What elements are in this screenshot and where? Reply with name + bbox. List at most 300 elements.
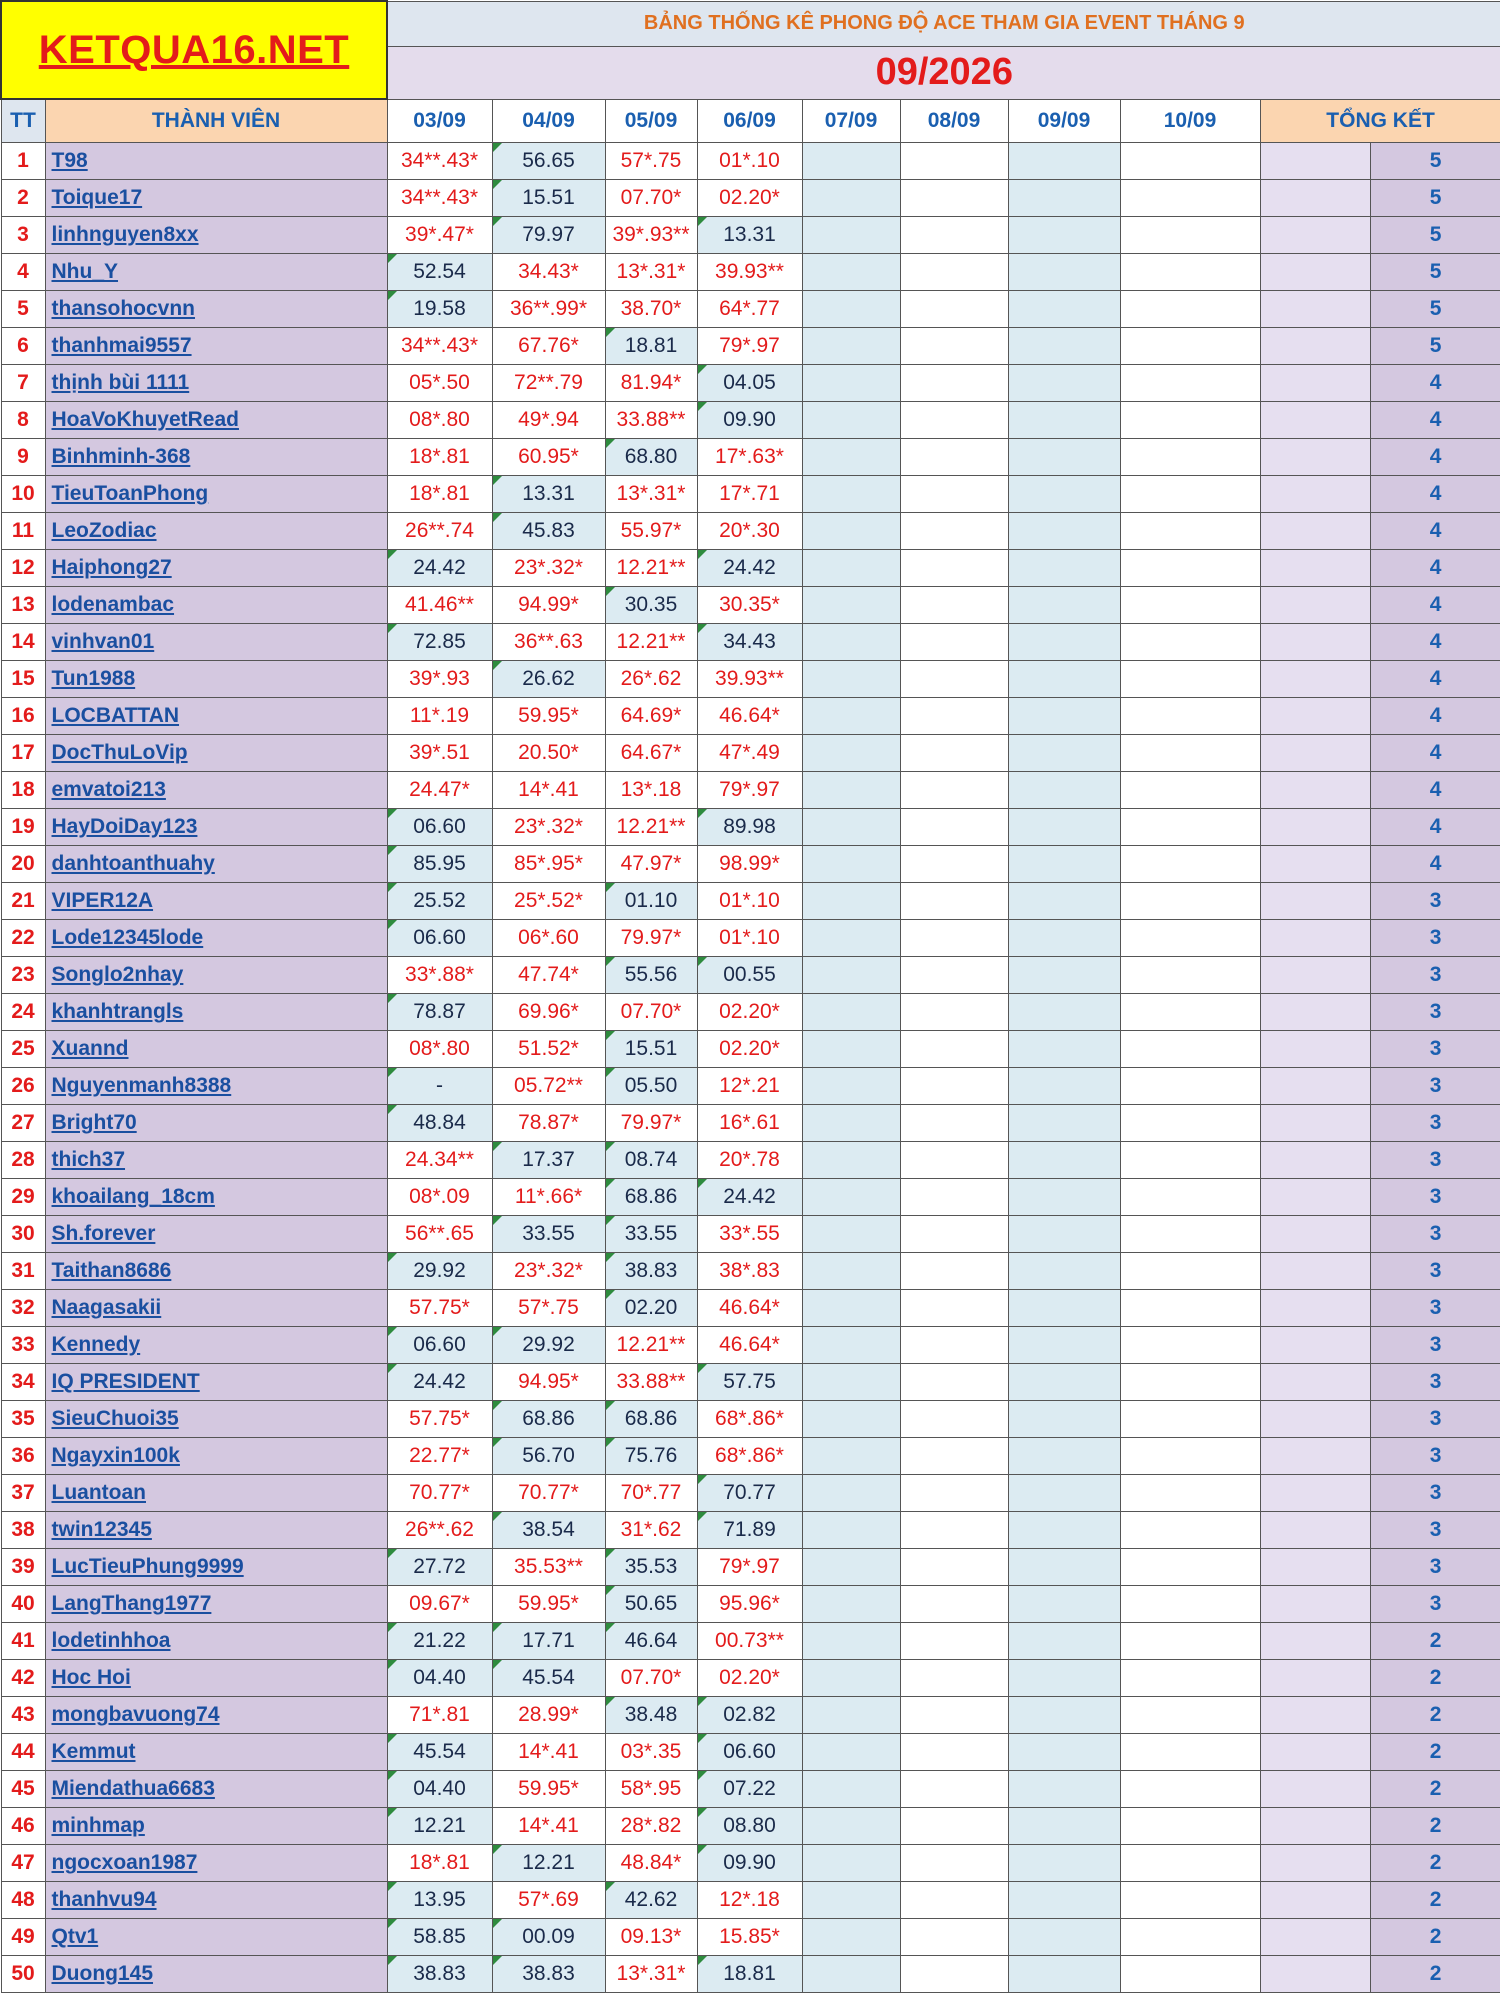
member-name-link[interactable] — [45, 1512, 387, 1549]
member-name[interactable]: Tun1988 — [51, 667, 136, 690]
member-name-link[interactable] — [45, 846, 387, 883]
table-row — [1, 402, 1500, 439]
member-name-link[interactable] — [45, 957, 387, 994]
total-count: 5 — [1370, 291, 1500, 328]
result-cell: 19.58 — [387, 291, 492, 328]
result-cell: 39.93** — [697, 661, 802, 698]
empty-cell — [900, 1290, 1008, 1327]
member-name-link[interactable] — [45, 1549, 387, 1586]
member-name-link[interactable] — [45, 1216, 387, 1253]
member-name-link[interactable] — [45, 1808, 387, 1845]
total-count: 3 — [1370, 920, 1500, 957]
member-name[interactable]: Qtv1 — [51, 1925, 99, 1948]
member-name-link[interactable] — [45, 1660, 387, 1697]
member-name-link[interactable] — [45, 1401, 387, 1438]
result-cell: 13.31 — [492, 476, 605, 513]
member-name[interactable]: ngocxoan1987 — [51, 1851, 198, 1874]
empty-cell — [802, 217, 900, 254]
member-name[interactable]: LeoZodiac — [51, 519, 157, 542]
empty-cell — [802, 809, 900, 846]
result-cell: 38.48 — [605, 1697, 697, 1734]
empty-cell — [1120, 180, 1260, 217]
total-count: 3 — [1370, 1549, 1500, 1586]
empty-cell — [802, 1142, 900, 1179]
empty-cell — [900, 661, 1008, 698]
result-cell: 79.97* — [605, 1105, 697, 1142]
result-cell: 38.83 — [492, 1956, 605, 1993]
empty-cell — [1120, 1253, 1260, 1290]
result-cell: 68.86 — [492, 1401, 605, 1438]
member-name-link[interactable] — [45, 809, 387, 846]
total-spacer — [1260, 1105, 1370, 1142]
member-name-link[interactable] — [45, 254, 387, 291]
member-name[interactable]: Lode12345lode — [51, 926, 204, 949]
result-cell: 11*.19 — [387, 698, 492, 735]
member-name[interactable]: DocThuLoVip — [51, 741, 188, 764]
member-name-link[interactable] — [45, 624, 387, 661]
empty-cell — [1120, 513, 1260, 550]
member-name[interactable]: LucTieuPhung9999 — [51, 1555, 244, 1578]
row-number: 32 — [1, 1290, 45, 1327]
empty-cell — [802, 1327, 900, 1364]
empty-cell — [900, 920, 1008, 957]
result-cell: 48.84 — [387, 1105, 492, 1142]
empty-cell — [802, 1623, 900, 1660]
empty-cell — [900, 439, 1008, 476]
empty-cell — [900, 1031, 1008, 1068]
result-cell: 29.92 — [387, 1253, 492, 1290]
empty-cell — [802, 920, 900, 957]
result-cell: 57*.75 — [492, 1290, 605, 1327]
total-spacer — [1260, 624, 1370, 661]
total-spacer — [1260, 1364, 1370, 1401]
result-cell: 46.64* — [697, 698, 802, 735]
table-row — [1, 1956, 1500, 1993]
table-row — [1, 1549, 1500, 1586]
member-name[interactable]: HoaVoKhuyetRead — [51, 408, 239, 431]
empty-cell — [1008, 809, 1120, 846]
result-cell: 06.60 — [387, 809, 492, 846]
member-name[interactable]: vinhvan01 — [51, 630, 155, 653]
member-name-link[interactable] — [45, 550, 387, 587]
member-name[interactable]: Luantoan — [51, 1481, 146, 1504]
empty-cell — [1008, 1956, 1120, 1993]
member-name[interactable]: Binhminh-368 — [51, 445, 191, 468]
total-spacer — [1260, 550, 1370, 587]
result-cell: 35.53** — [492, 1549, 605, 1586]
empty-cell — [802, 513, 900, 550]
result-cell: 49*.94 — [492, 402, 605, 439]
member-name-link[interactable] — [45, 513, 387, 550]
total-spacer — [1260, 1660, 1370, 1697]
site-logo[interactable] — [1, 1, 387, 99]
member-name[interactable]: VIPER12A — [51, 889, 154, 912]
result-cell: 79*.97 — [697, 772, 802, 809]
empty-cell — [1008, 846, 1120, 883]
table-row — [1, 587, 1500, 624]
row-number: 45 — [1, 1771, 45, 1808]
total-count: 3 — [1370, 1401, 1500, 1438]
empty-cell — [802, 1475, 900, 1512]
member-name[interactable]: Songlo2nhay — [51, 963, 184, 986]
result-cell: 28.99* — [492, 1697, 605, 1734]
member-name-link[interactable] — [45, 1845, 387, 1882]
result-cell: 07.70* — [605, 994, 697, 1031]
member-name-link[interactable] — [45, 1475, 387, 1512]
result-cell: 23*.32* — [492, 809, 605, 846]
result-cell: 08.74 — [605, 1142, 697, 1179]
member-name-link[interactable] — [45, 772, 387, 809]
empty-cell — [1008, 180, 1120, 217]
result-cell: 85.95 — [387, 846, 492, 883]
table-row — [1, 476, 1500, 513]
result-cell: 09.90 — [697, 402, 802, 439]
member-name[interactable]: Toique17 — [51, 186, 143, 209]
member-name-link[interactable] — [45, 1919, 387, 1956]
empty-cell — [1120, 1031, 1260, 1068]
result-cell: 36**.99* — [492, 291, 605, 328]
header-row — [1, 99, 1500, 143]
member-name-link[interactable] — [45, 1734, 387, 1771]
header-total: TỔNG KẾT — [1260, 99, 1500, 143]
result-cell: 39*.51 — [387, 735, 492, 772]
empty-cell — [1120, 143, 1260, 180]
member-name-link[interactable] — [45, 994, 387, 1031]
result-cell: 07.22 — [697, 1771, 802, 1808]
total-count: 5 — [1370, 143, 1500, 180]
empty-cell — [802, 1068, 900, 1105]
result-cell: 34.43* — [492, 254, 605, 291]
total-count: 3 — [1370, 1512, 1500, 1549]
empty-cell — [1008, 1882, 1120, 1919]
table-row — [1, 550, 1500, 587]
member-name[interactable]: danhtoanthuahy — [51, 852, 215, 875]
table-row — [1, 1512, 1500, 1549]
member-name[interactable]: twin12345 — [51, 1518, 152, 1541]
result-cell: 34**.43* — [387, 180, 492, 217]
member-name[interactable]: thanhmai9557 — [51, 334, 192, 357]
member-name-link[interactable] — [45, 1697, 387, 1734]
result-cell: 06.60 — [387, 920, 492, 957]
member-name-link[interactable] — [45, 402, 387, 439]
result-cell: 08*.09 — [387, 1179, 492, 1216]
member-name-link[interactable] — [45, 1142, 387, 1179]
member-name-link[interactable] — [45, 217, 387, 254]
table-row — [1, 1845, 1500, 1882]
empty-cell — [900, 1845, 1008, 1882]
result-cell: 02.20* — [697, 994, 802, 1031]
empty-cell — [802, 698, 900, 735]
member-name[interactable]: thịnh bùi 1111 — [51, 371, 190, 394]
empty-cell — [900, 180, 1008, 217]
result-cell: 46.64 — [605, 1623, 697, 1660]
table-row — [1, 1586, 1500, 1623]
member-name[interactable]: Naagasakii — [51, 1296, 162, 1319]
member-name[interactable]: thich37 — [51, 1148, 126, 1171]
result-cell: 38.83 — [387, 1956, 492, 1993]
total-spacer — [1260, 994, 1370, 1031]
member-name-link[interactable] — [45, 1253, 387, 1290]
result-cell: 68.86 — [605, 1401, 697, 1438]
empty-cell — [900, 1216, 1008, 1253]
member-name[interactable]: Haiphong27 — [51, 556, 172, 579]
member-name-link[interactable] — [45, 1068, 387, 1105]
row-number: 4 — [1, 254, 45, 291]
total-count: 2 — [1370, 1660, 1500, 1697]
empty-cell — [900, 957, 1008, 994]
member-name[interactable]: SieuChuoi35 — [51, 1407, 179, 1430]
member-name-link[interactable] — [45, 735, 387, 772]
total-count: 4 — [1370, 439, 1500, 476]
empty-cell — [900, 1068, 1008, 1105]
empty-cell — [1008, 772, 1120, 809]
member-name[interactable]: Bright70 — [51, 1111, 137, 1134]
total-spacer — [1260, 1697, 1370, 1734]
total-spacer — [1260, 1068, 1370, 1105]
member-name-link[interactable] — [45, 1105, 387, 1142]
empty-cell — [900, 624, 1008, 661]
member-name-link[interactable] — [45, 1882, 387, 1919]
row-number: 42 — [1, 1660, 45, 1697]
total-spacer — [1260, 1586, 1370, 1623]
member-name-link[interactable] — [45, 1586, 387, 1623]
total-count: 4 — [1370, 809, 1500, 846]
result-cell: 47.97* — [605, 846, 697, 883]
member-name-link[interactable] — [45, 439, 387, 476]
empty-cell — [802, 1549, 900, 1586]
empty-cell — [900, 402, 1008, 439]
total-spacer — [1260, 772, 1370, 809]
total-spacer — [1260, 513, 1370, 550]
member-name[interactable]: thanhvu94 — [51, 1888, 157, 1911]
logo-text[interactable]: KETQUA16.NET — [38, 27, 350, 72]
member-name-link[interactable] — [45, 476, 387, 513]
result-cell: 06.60 — [697, 1734, 802, 1771]
member-name[interactable]: minhmap — [51, 1814, 145, 1837]
member-name-link[interactable] — [45, 143, 387, 180]
result-cell: 59.95* — [492, 698, 605, 735]
result-cell: 05.50 — [605, 1068, 697, 1105]
member-name[interactable]: LOCBATTAN — [51, 704, 180, 727]
empty-cell — [1120, 1919, 1260, 1956]
member-name-link[interactable] — [45, 328, 387, 365]
empty-cell — [802, 1586, 900, 1623]
row-number: 39 — [1, 1549, 45, 1586]
result-cell: 09.13* — [605, 1919, 697, 1956]
member-name[interactable]: Nguyenmanh8388 — [51, 1074, 232, 1097]
result-cell: 16*.61 — [697, 1105, 802, 1142]
row-number: 6 — [1, 328, 45, 365]
row-number: 23 — [1, 957, 45, 994]
empty-cell — [1008, 1475, 1120, 1512]
member-name[interactable]: emvatoi213 — [51, 778, 166, 801]
result-cell: 38.83 — [605, 1253, 697, 1290]
result-cell: 26*.62 — [605, 661, 697, 698]
total-count: 3 — [1370, 1253, 1500, 1290]
header-date: 07/09 — [802, 99, 900, 143]
result-cell: 81.94* — [605, 365, 697, 402]
table-row — [1, 1660, 1500, 1697]
result-cell: 06*.60 — [492, 920, 605, 957]
member-name[interactable]: khoailang_18cm — [51, 1185, 215, 1208]
total-count: 4 — [1370, 550, 1500, 587]
member-name[interactable]: Kennedy — [51, 1333, 141, 1356]
empty-cell — [1008, 217, 1120, 254]
member-name[interactable]: lodenambac — [51, 593, 175, 616]
row-number: 35 — [1, 1401, 45, 1438]
result-cell: 69.96* — [492, 994, 605, 1031]
empty-cell — [1120, 1771, 1260, 1808]
member-name-link[interactable] — [45, 365, 387, 402]
empty-cell — [1120, 365, 1260, 402]
result-cell: 12.21** — [605, 809, 697, 846]
member-name-link[interactable] — [45, 1438, 387, 1475]
row-number: 10 — [1, 476, 45, 513]
result-cell: 18*.81 — [387, 476, 492, 513]
empty-cell — [900, 846, 1008, 883]
total-count: 2 — [1370, 1734, 1500, 1771]
empty-cell — [900, 1882, 1008, 1919]
result-cell: 29.92 — [492, 1327, 605, 1364]
total-count: 3 — [1370, 957, 1500, 994]
result-cell: 89.98 — [697, 809, 802, 846]
total-count: 3 — [1370, 1068, 1500, 1105]
empty-cell — [802, 1734, 900, 1771]
member-name-link[interactable] — [45, 587, 387, 624]
member-name[interactable]: Taithan8686 — [51, 1259, 172, 1282]
member-name-link[interactable] — [45, 920, 387, 957]
empty-cell — [802, 1253, 900, 1290]
empty-cell — [802, 254, 900, 291]
total-count: 3 — [1370, 1438, 1500, 1475]
member-name-link[interactable] — [45, 1364, 387, 1401]
empty-cell — [900, 1105, 1008, 1142]
empty-cell — [900, 809, 1008, 846]
empty-cell — [900, 1549, 1008, 1586]
member-name-link[interactable] — [45, 1031, 387, 1068]
member-name-link[interactable] — [45, 291, 387, 328]
member-name[interactable]: Sh.forever — [51, 1222, 156, 1245]
empty-cell — [1120, 1512, 1260, 1549]
member-name[interactable]: Kemmut — [51, 1740, 136, 1763]
result-cell: 18.81 — [605, 328, 697, 365]
member-name[interactable]: LangThang1977 — [51, 1592, 212, 1615]
table-row — [1, 1919, 1500, 1956]
empty-cell — [802, 550, 900, 587]
member-name[interactable]: khanhtrangls — [51, 1000, 184, 1023]
empty-cell — [1008, 1105, 1120, 1142]
member-name-link[interactable] — [45, 661, 387, 698]
member-name-link[interactable] — [45, 883, 387, 920]
member-name-link[interactable] — [45, 1956, 387, 1993]
empty-cell — [802, 1105, 900, 1142]
result-cell: 45.54 — [492, 1660, 605, 1697]
result-cell: 70.77* — [492, 1475, 605, 1512]
table-row — [1, 809, 1500, 846]
table-row — [1, 1327, 1500, 1364]
result-cell: 68.86 — [605, 1179, 697, 1216]
member-name-link[interactable] — [45, 698, 387, 735]
total-spacer — [1260, 587, 1370, 624]
member-name[interactable]: mongbavuong74 — [51, 1703, 220, 1726]
empty-cell — [1120, 328, 1260, 365]
empty-cell — [802, 365, 900, 402]
member-name[interactable]: HayDoiDay123 — [51, 815, 198, 838]
result-cell: 67.76* — [492, 328, 605, 365]
member-name[interactable]: Hoc Hoi — [51, 1666, 131, 1689]
total-count: 4 — [1370, 661, 1500, 698]
empty-cell — [1008, 587, 1120, 624]
header-date: 10/09 — [1120, 99, 1260, 143]
empty-cell — [1120, 698, 1260, 735]
total-count: 3 — [1370, 1142, 1500, 1179]
result-cell: 12.21** — [605, 624, 697, 661]
total-count: 3 — [1370, 1105, 1500, 1142]
empty-cell — [1008, 1364, 1120, 1401]
result-cell: 17.37 — [492, 1142, 605, 1179]
total-spacer — [1260, 1438, 1370, 1475]
member-name[interactable]: linhnguyen8xx — [51, 223, 199, 246]
empty-cell — [1008, 1660, 1120, 1697]
member-name[interactable]: T98 — [51, 149, 88, 172]
member-name[interactable]: IQ PRESIDENT — [51, 1370, 200, 1393]
member-name[interactable]: thansohocvnn — [51, 297, 196, 320]
member-name-link[interactable] — [45, 1327, 387, 1364]
member-name[interactable]: Miendathua6683 — [51, 1777, 215, 1800]
result-cell: 02.20* — [697, 1031, 802, 1068]
member-name-link[interactable] — [45, 1623, 387, 1660]
empty-cell — [1120, 735, 1260, 772]
result-cell: 18*.81 — [387, 439, 492, 476]
total-spacer — [1260, 1327, 1370, 1364]
total-count: 5 — [1370, 328, 1500, 365]
member-name[interactable]: lodetinhhoa — [51, 1629, 171, 1652]
member-name-link[interactable] — [45, 1771, 387, 1808]
row-number: 20 — [1, 846, 45, 883]
empty-cell — [1008, 1697, 1120, 1734]
empty-cell — [802, 1031, 900, 1068]
total-count: 4 — [1370, 772, 1500, 809]
member-name-link[interactable] — [45, 1179, 387, 1216]
result-cell: 00.55 — [697, 957, 802, 994]
result-cell: 68*.86* — [697, 1401, 802, 1438]
member-name[interactable]: Duong145 — [51, 1962, 154, 1985]
result-cell: 21.22 — [387, 1623, 492, 1660]
result-cell: 71*.81 — [387, 1697, 492, 1734]
member-name[interactable]: Ngayxin100k — [51, 1444, 180, 1467]
total-count: 4 — [1370, 513, 1500, 550]
empty-cell — [802, 1438, 900, 1475]
member-name-link[interactable] — [45, 180, 387, 217]
result-cell: 31*.62 — [605, 1512, 697, 1549]
member-name[interactable]: Nhu_Y — [51, 260, 119, 283]
result-cell: 70*.77 — [605, 1475, 697, 1512]
member-name[interactable]: TieuToanPhong — [51, 482, 209, 505]
empty-cell — [900, 365, 1008, 402]
empty-cell — [1120, 957, 1260, 994]
row-number: 31 — [1, 1253, 45, 1290]
empty-cell — [1008, 661, 1120, 698]
member-name-link[interactable] — [45, 1290, 387, 1327]
table-row — [1, 1290, 1500, 1327]
member-name[interactable]: Xuannd — [51, 1037, 129, 1060]
result-cell: 42.62 — [605, 1882, 697, 1919]
empty-cell — [1120, 1105, 1260, 1142]
table-row — [1, 994, 1500, 1031]
empty-cell — [1008, 698, 1120, 735]
empty-cell — [802, 1919, 900, 1956]
result-cell: 34.43 — [697, 624, 802, 661]
